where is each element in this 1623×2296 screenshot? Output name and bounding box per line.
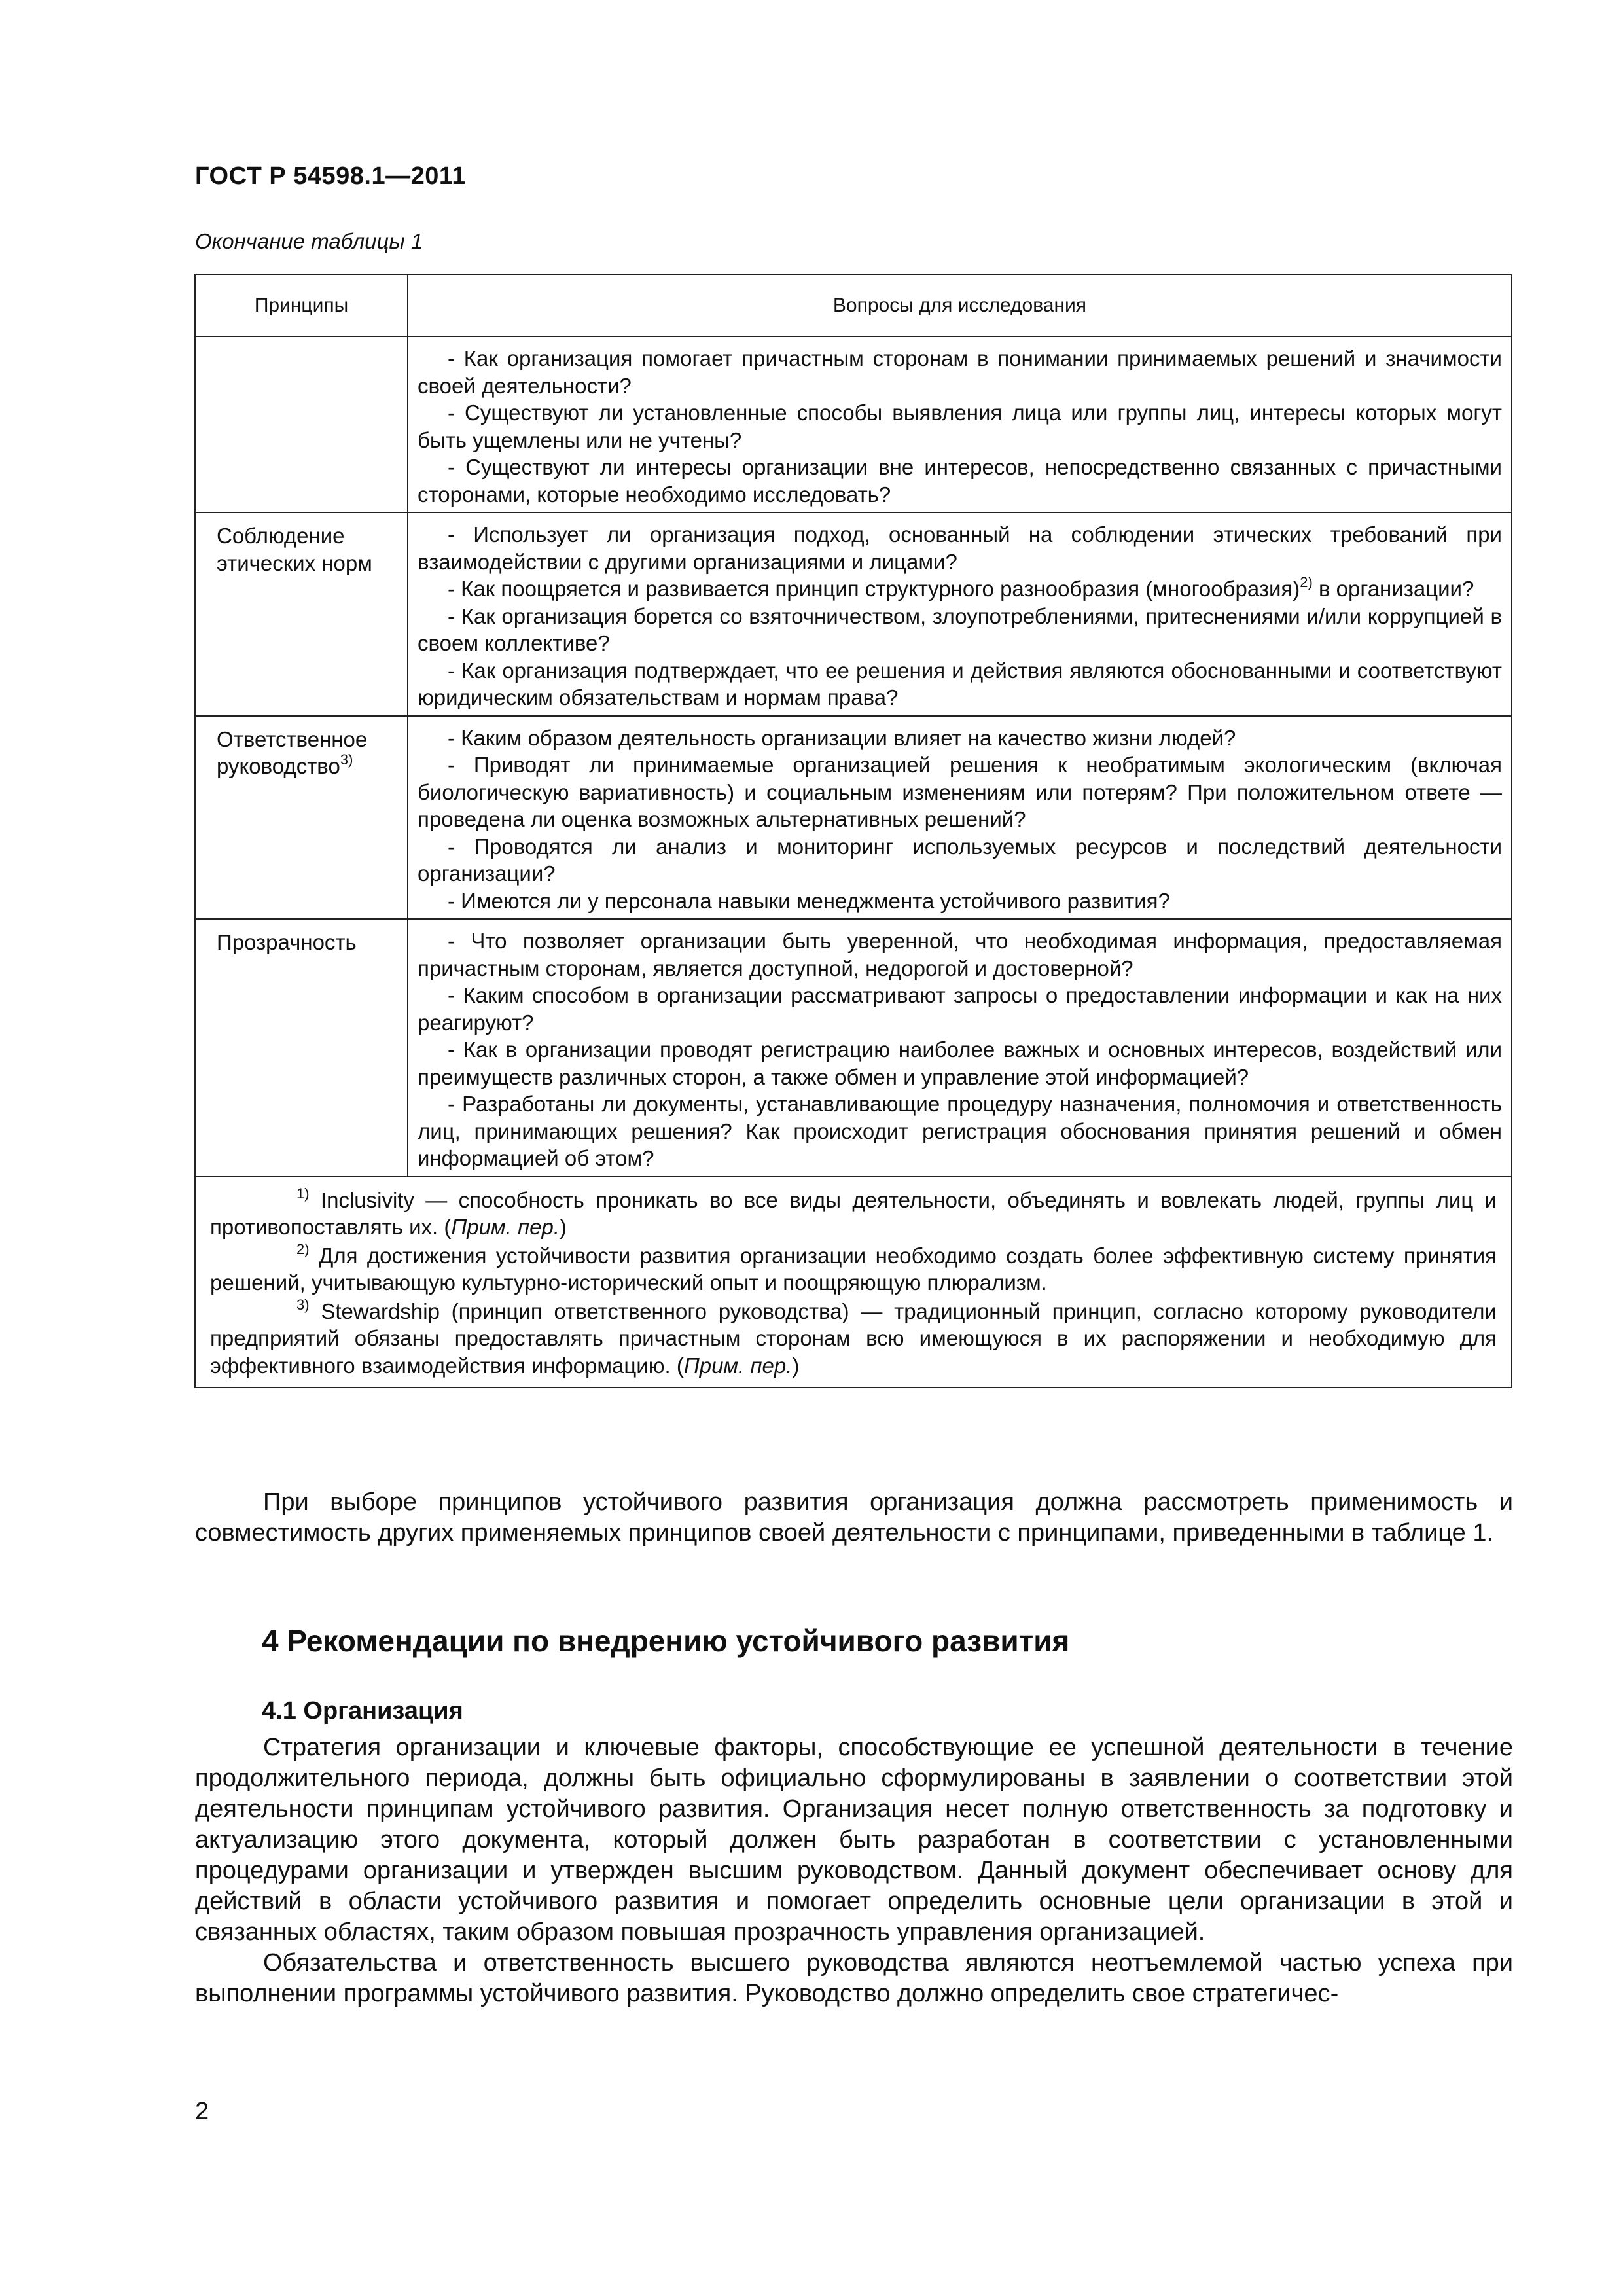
body-paragraph-1: Стратегия организации и ключевые факторы, способствующие ее успешной деятельности в течение продолжительного периода, должны быть официально сформулированы в заявлении о соответствии этой деятельности принципам устойчивого развития. Организация несет полную ответственность за подготовку и актуализацию этого документа, который должен быть разработан в соответствии с установленными процедурами организации и утвержден высшим руководством. Данный документ обеспечивает основу для действий в области устойчивого развития и помогает определить основные цели организации в этой и связанных областях, таким образом повышая прозрачность управления организацией. (195, 1734, 1513, 1946)
principle-cell: Прозрачность (195, 919, 408, 1177)
question-item: - Каким образом деятельность организации влияет на качество жизни людей? (448, 725, 1236, 750)
principles-table (194, 274, 1512, 1388)
principle-cell (195, 716, 408, 920)
table-notes-row (195, 1177, 1512, 1388)
table-row (195, 512, 1512, 716)
question-item: - Существуют ли установленные способы выявления лица или группы лиц, интересы которых могут быть ущемлены или не учтены? (418, 401, 1502, 452)
table-row (195, 336, 1512, 512)
column-header-questions: Вопросы для исследования (408, 274, 1512, 336)
question-item: - Имеются ли у персонала навыки менеджмента устойчивого развития? (448, 888, 1170, 913)
footnote-1 (210, 1187, 1497, 1241)
question-item: - Как организация подтверждает, что ее решения и действия являются обоснованными и соответствуют юридическим обязательствам и нормам права? (418, 658, 1502, 709)
footnote-end: ) (560, 1215, 567, 1239)
footnote-2 (210, 1242, 1497, 1297)
footnote-text: Inclusivity — способность проникать во все виды деятельности, объединять и вовлекать людей, группы лиц и противопоставлять их. ( (210, 1187, 1497, 1239)
principle-cell: Соблюдение этических норм (195, 512, 408, 716)
question-item: - Приводят ли принимаемые организацией решения к необратимым экологическим (включая биологическую вариативность) и социальным изменениям или потерям? При положительном ответе — проведена ли оценка возможных альтернативных решений? (418, 753, 1502, 831)
table-row (195, 716, 1512, 920)
subsection-title: 4.1 Организация (262, 1697, 463, 1725)
footnote-marker: 2) (1300, 574, 1313, 590)
footnote-marker: 1) (296, 1185, 310, 1202)
table-notes (195, 1177, 1512, 1388)
footnote-text: Для достижения устойчивости развития организации необходимо создать более эффективную систему принятия решений, учитывающую культурно-исторический опыт и поощряющую плюрализм. (210, 1243, 1497, 1295)
translator-note: Прим. пер. (683, 1353, 793, 1378)
body-paragraph-2: Обязательства и ответственность высшего руководства являются неотъемлемой частью успеха при выполнении программы устойчивого развития. Руководство должно определить свое стратегичес- (195, 1949, 1513, 2007)
questions-cell (408, 716, 1512, 920)
question-item: - Что позволяет организации быть уверенной, что необходимая информация, предоставляемая причастным сторонам, является доступной, недорогой и достоверной? (418, 929, 1502, 980)
page-number: 2 (195, 2098, 209, 2125)
table-row (195, 919, 1512, 1177)
question-item: - Разработаны ли документы, устанавливающие процедуру назначения, полномочия и ответственность лиц, принимающих решения? Как происходит регистрация обоснования принятия решений и обмен информацией об этом? (418, 1092, 1502, 1170)
footnote-marker: 3) (340, 751, 353, 768)
question-item: - Существуют ли интересы организации вне интересов, непосредственно связанных с причастными сторонами, которые необходимо исследовать? (418, 455, 1502, 507)
questions-cell (408, 919, 1512, 1177)
question-item: - Как организация помогает причастным сторонам в понимании принимаемых решений и значимости своей деятельности? (418, 346, 1502, 398)
question-item: - Использует ли организация подход, основанный на соблюдении этических требований при взаимодействии с другими организациями и лицами? (418, 522, 1502, 574)
principle-name: Ответственное руководство (217, 726, 368, 778)
intro-paragraph: При выборе принципов устойчивого развития организация должна рассмотреть применимость и совместимость других применяемых принципов своей деятельности с принципами, приведенными в таблице 1. (195, 1488, 1513, 1547)
questions-cell (408, 336, 1512, 512)
footnote-3 (210, 1298, 1497, 1380)
question-item: - Как в организации проводят регистрацию наиболее важных и основных интересов, воздействий или преимуществ различных сторон, а также обмен и управление этой информацией? (418, 1037, 1502, 1089)
footnote-marker: 2) (296, 1240, 310, 1257)
footnote-text: Stewardship (принцип ответственного руководства) — традиционный принцип, согласно которому руководители предприятий обязаны предоставлять причастным сторонам всю имеющуюся в их распоряжении и необходимую для эффективного взаимодействия информацию. ( (210, 1299, 1497, 1378)
table-header-row (195, 274, 1512, 336)
standard-header: ГОСТ Р 54598.1—2011 (195, 162, 467, 190)
table-caption: Окончание таблицы 1 (195, 229, 423, 253)
footnote-end: ) (792, 1353, 800, 1378)
column-header-principles: Принципы (195, 274, 408, 336)
footnote-marker: 3) (296, 1296, 310, 1313)
table-body (195, 336, 1512, 1177)
section-title: 4 Рекомендации по внедрению устойчивого развития (262, 1624, 1070, 1658)
question-item: - Как организация борется со взяточничеством, злоупотреблениями, притеснениями и/или коррупцией в своем коллективе? (418, 603, 1502, 655)
intro-text-block (195, 1487, 1513, 1549)
questions-cell (408, 512, 1512, 716)
question-item: - Как поощряется и развивается принцип структурного разнообразия (многообразия)$^{2)}$ в организации? (448, 574, 1474, 601)
section-body (195, 1732, 1513, 2009)
question-item: - Каким способом в организации рассматривают запросы о предоставлении информации и как на них реагируют? (418, 983, 1502, 1035)
translator-note: Прим. пер. (451, 1215, 560, 1239)
question-item: - Проводятся ли анализ и мониторинг используемых ресурсов и последствий деятельности организации? (418, 834, 1502, 886)
principle-cell (195, 336, 408, 512)
